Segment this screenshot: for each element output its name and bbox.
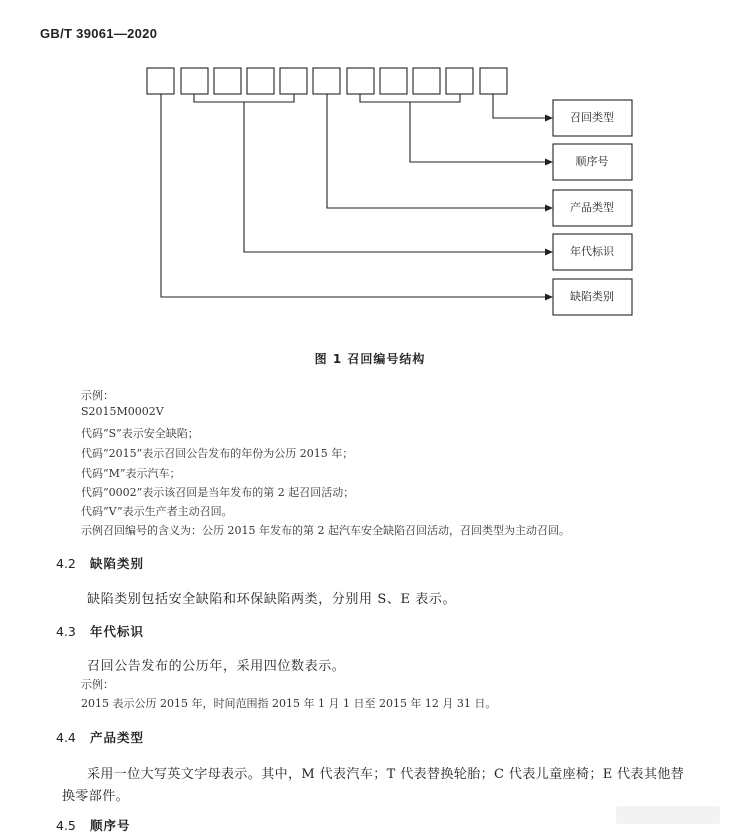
- section-number: 4.5: [56, 818, 76, 833]
- figure-caption: 图 1 召回编号结构: [314, 352, 426, 366]
- label-year-id: 年代标识: [570, 245, 614, 258]
- code-box: [380, 68, 407, 94]
- section-paragraph: 采用一位大写英文字母表示。其中，M 代表汽车；T 代表替换轮胎；C 代表儿童座椅；E 代表其他替: [87, 767, 685, 782]
- section-number: 4.2: [56, 556, 76, 571]
- label-product-type: 产品类型: [570, 201, 614, 214]
- example-line: S2015M0002V: [81, 405, 164, 418]
- example-title: 示例：: [81, 678, 114, 691]
- section-title: 顺序号: [90, 818, 131, 833]
- watermark-overlay: [616, 806, 720, 824]
- label-recall-type: 召回类型: [570, 111, 614, 124]
- example-line: 2015 表示公历 2015 年，时间范围指 2015 年 1 月 1 日至 2015 年 12 月 31 日。: [81, 697, 497, 710]
- code-boxes: [147, 68, 507, 94]
- example-line: 代码“0002”表示该召回是当年发布的第 2 起召回活动；: [81, 486, 355, 499]
- section-title: 产品类型: [90, 730, 145, 745]
- code-box: [413, 68, 440, 94]
- example-line: 代码“2015”表示召回公告发布的年份为公历 2015 年；: [81, 447, 354, 460]
- code-box: [480, 68, 507, 94]
- standard-code-header: GB/T 39061—2020: [40, 26, 158, 41]
- code-box: [247, 68, 274, 94]
- code-box: [280, 68, 307, 94]
- section-title: 年代标识: [90, 624, 145, 639]
- section-heading-4-3: [56, 622, 144, 640]
- section-heading-4-4: [56, 728, 144, 746]
- code-box: [181, 68, 208, 94]
- example-line: 示例召回编号的含义为：公历 2015 年发布的第 2 起汽车安全缺陷召回活动，召回类型为主动召回。: [81, 524, 570, 537]
- section-title: 缺陷类别: [90, 556, 145, 571]
- arrowheads: [545, 115, 553, 301]
- code-box: [147, 68, 174, 94]
- section-paragraph: 缺陷类别包括安全缺陷和环保缺陷两类，分别用 S、E 表示。: [87, 592, 457, 607]
- connector-lines: [161, 94, 548, 297]
- example-title: 示例：: [81, 389, 114, 402]
- example-line: 代码“S”表示安全缺陷；: [81, 427, 199, 440]
- label-sequence-number: 顺序号: [575, 155, 609, 168]
- code-box: [313, 68, 340, 94]
- example-line: 代码“M”表示汽车；: [81, 467, 181, 480]
- code-box: [347, 68, 374, 94]
- code-box: [214, 68, 241, 94]
- section-heading-4-2: [56, 554, 144, 572]
- recall-number-structure-diagram: [0, 0, 740, 340]
- section-paragraph-continued: 换零部件。: [62, 789, 130, 804]
- label-defect-category: 缺陷类别: [570, 290, 614, 303]
- example-line: 代码“V”表示生产者主动召回。: [81, 505, 233, 518]
- section-paragraph: 召回公告发布的公历年，采用四位数表示。: [87, 659, 346, 674]
- section-number: 4.3: [56, 624, 76, 639]
- section-heading-4-5: [56, 816, 131, 834]
- code-box: [446, 68, 473, 94]
- section-number: 4.4: [56, 730, 76, 745]
